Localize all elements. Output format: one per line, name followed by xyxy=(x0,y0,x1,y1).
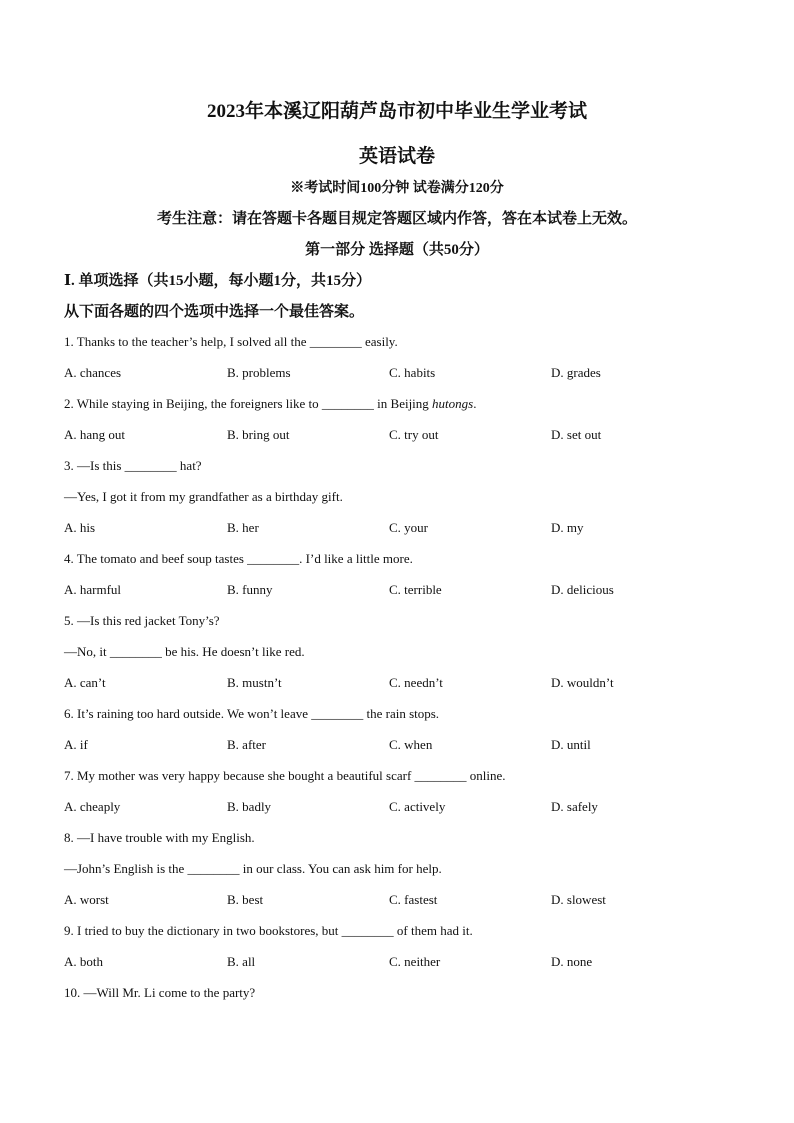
option-c: C. try out xyxy=(389,427,439,442)
option-c: C. actively xyxy=(389,799,446,814)
option-d: D. grades xyxy=(551,365,601,380)
question-stem: 7. My mother was very happy because she bought a beautiful scarf ________ online. xyxy=(64,768,506,783)
option-a: A. worst xyxy=(64,892,109,907)
options-row xyxy=(64,521,744,552)
option-b: B. best xyxy=(227,892,264,907)
exam-notice: 考生注意：请在答题卡各题目规定答题区域内作答，答在本试卷上无效。 xyxy=(156,211,637,227)
question-stem: 10. —Will Mr. Li come to the party? xyxy=(64,985,256,1000)
question-list xyxy=(64,335,744,1017)
option-a: A. harmful xyxy=(64,582,122,597)
option-b: B. all xyxy=(227,954,256,969)
question-reply: —John’s English is the ________ in our class. You can ask him for help. xyxy=(64,861,442,876)
question-stem: 1. Thanks to the teacher’s help, I solved all the ________ easily. xyxy=(64,334,398,349)
question-stem: 4. The tomato and beef soup tastes ________. I’d like a little more. xyxy=(64,551,413,566)
question-stem: 3. —Is this ________ hat? xyxy=(64,458,202,473)
option-d: D. my xyxy=(551,520,584,535)
option-a: A. both xyxy=(64,954,103,969)
option-a: A. chances xyxy=(64,365,122,380)
option-d: D. slowest xyxy=(551,892,606,907)
exam-subject: 英语试卷 xyxy=(358,146,435,167)
option-a: A. cheaply xyxy=(64,799,121,814)
option-b: B. after xyxy=(227,737,266,752)
options-row xyxy=(64,428,744,459)
question-stem xyxy=(64,397,744,428)
option-c: C. fastest xyxy=(389,892,438,907)
option-d: D. delicious xyxy=(551,582,614,597)
question-stem: 9. I tried to buy the dictionary in two bookstores, but ________ of them had it. xyxy=(64,923,473,938)
option-d: D. set out xyxy=(551,427,602,442)
stem-italic: hutongs xyxy=(432,396,474,411)
section-instruction: 从下面各题的四个选项中选择一个最佳答案。 xyxy=(64,304,365,320)
question-reply: —Yes, I got it from my grandfather as a birthday gift. xyxy=(64,489,343,504)
exam-title: 2023年本溪辽阳葫芦岛市初中毕业生学业考试 xyxy=(206,101,587,122)
option-b: B. mustn’t xyxy=(227,675,282,690)
part-heading: 第一部分 选择题（共50分） xyxy=(305,242,489,258)
option-d: D. wouldn’t xyxy=(551,675,614,690)
option-b: B. funny xyxy=(227,582,273,597)
option-d: D. until xyxy=(551,737,591,752)
section-title: Ⅰ. 单项选择（共15小题，每小题1分，共15分） xyxy=(64,273,372,289)
option-b: B. badly xyxy=(227,799,272,814)
option-c: C. when xyxy=(389,737,433,752)
options-row xyxy=(64,366,744,397)
question-reply: —No, it ________ be his. He doesn’t like red. xyxy=(64,644,305,659)
option-d: D. none xyxy=(551,954,593,969)
option-c: C. habits xyxy=(389,365,436,380)
options-row xyxy=(64,893,744,924)
options-row xyxy=(64,800,744,831)
stem-end: . xyxy=(473,396,477,411)
options-row xyxy=(64,955,744,986)
question-stem: 8. —I have trouble with my English. xyxy=(64,830,255,845)
options-row xyxy=(64,738,744,769)
option-b: B. bring out xyxy=(227,427,290,442)
option-c: C. your xyxy=(389,520,428,535)
option-a: A. can’t xyxy=(64,675,106,690)
option-b: B. problems xyxy=(227,365,291,380)
option-a: A. hang out xyxy=(64,427,126,442)
option-d: D. safely xyxy=(551,799,598,814)
options-row xyxy=(64,676,744,707)
option-b: B. her xyxy=(227,520,259,535)
options-row xyxy=(64,583,744,614)
option-a: A. his xyxy=(64,520,96,535)
option-a: A. if xyxy=(64,737,88,752)
option-c: C. needn’t xyxy=(389,675,443,690)
question-stem: 5. —Is this red jacket Tony’s? xyxy=(64,613,220,628)
option-c: C. neither xyxy=(389,954,441,969)
exam-info: ※考试时间100分钟 试卷满分120分 xyxy=(290,181,504,196)
option-c: C. terrible xyxy=(389,582,442,597)
stem-text: 2. While staying in Beijing, the foreigners like to ________ in Beijing xyxy=(64,396,433,411)
question-stem: 6. It’s raining too hard outside. We won’t leave ________ the rain stops. xyxy=(64,706,440,721)
